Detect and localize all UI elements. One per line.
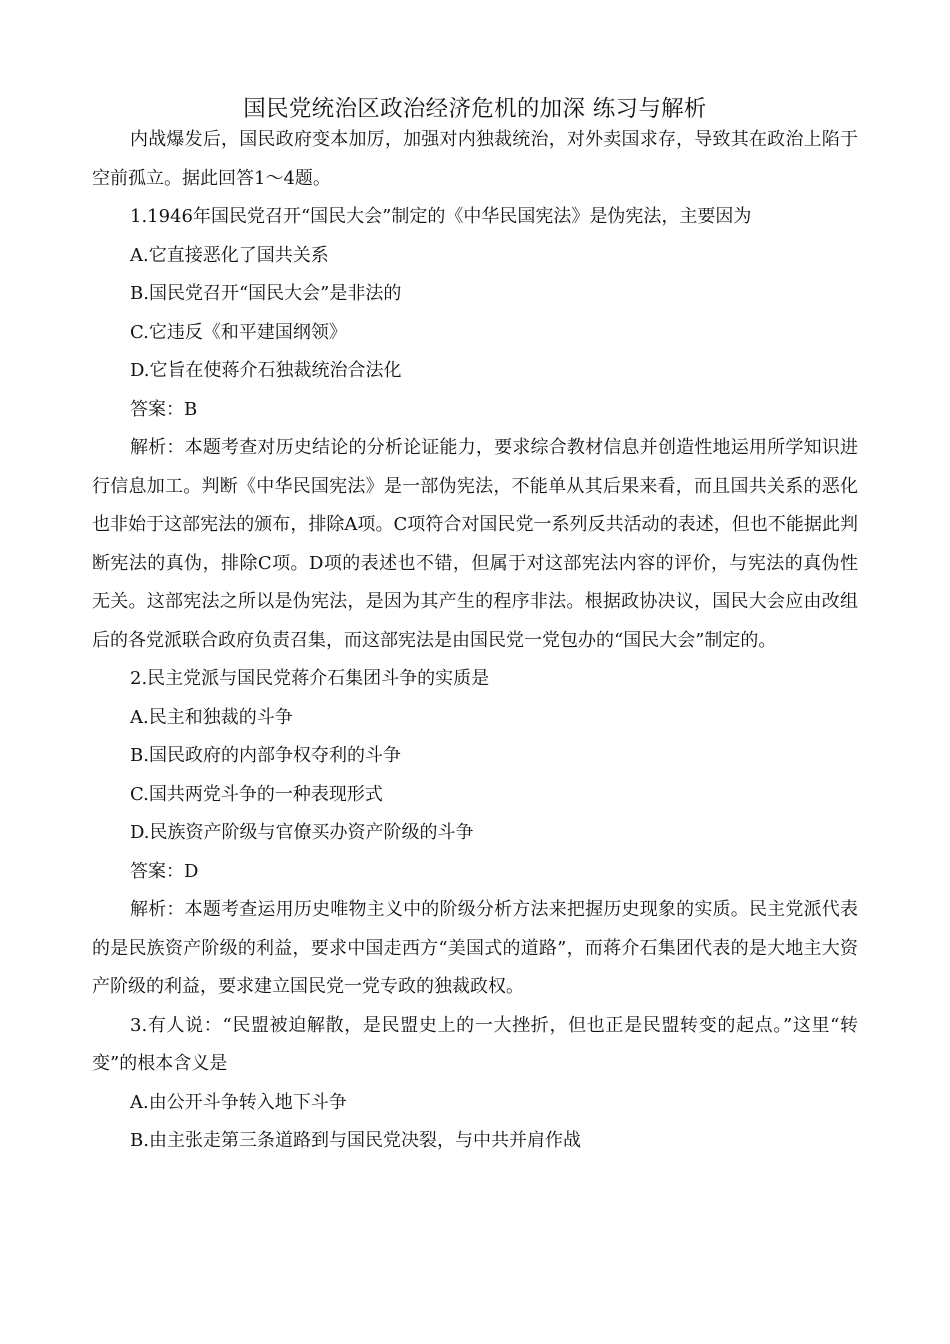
question-2-option-a: A.民主和独裁的斗争	[130, 706, 293, 728]
question-2-stem: 2.民主党派与国民党蒋介石集团斗争的实质是	[130, 668, 490, 689]
question-1-stem: 1.1946年国民党召开“国民大会”制定的《中华民国宪法》是伪宪法，主要因为	[130, 206, 752, 227]
intro-paragraph: 内战爆发后，国民政府变本加厉，加强对内独裁统治，对外卖国求存，导致其在政治上陷于空前孤立。据此回答1～4题。	[92, 129, 858, 189]
document-title: 国民党统治区政治经济危机的加深 练习与解析	[243, 96, 707, 122]
question-2-option-b: B.国民政府的内部争权夺利的斗争	[130, 745, 401, 766]
document-body	[92, 121, 858, 1161]
question-2-option-c: C.国共两党斗争的一种表现形式	[130, 783, 383, 805]
question-1-option-b: B.国民党召开“国民大会”是非法的	[130, 283, 402, 304]
question-1-option-c: C.它违反《和平建国纲领》	[130, 321, 347, 343]
question-3-option-a: A.由公开斗争转入地下斗争	[130, 1091, 347, 1113]
question-1-option-a: A.它直接恶化了国共关系	[130, 244, 329, 266]
question-2-answer: 答案：D	[130, 860, 199, 882]
question-3-option-b: B.由主张走第三条道路到与国民党决裂，与中共并肩作战	[130, 1130, 581, 1151]
question-3-stem: 3.有人说：“民盟被迫解散，是民盟史上的一大挫折，但也正是民盟转变的起点。”这里“转变”的根本含义是	[92, 1014, 858, 1074]
question-2-option-d: D.民族资产阶级与官僚买办资产阶级的斗争	[130, 822, 474, 843]
question-1-option-d: D.它旨在使蒋介石独裁统治合法化	[130, 360, 402, 381]
question-2-analysis: 解析：本题考查运用历史唯物主义中的阶级分析方法来把握历史现象的实质。民主党派代表的是民族资产阶级的利益，要求中国走西方“美国式的道路”，而蒋介石集团代表的是大地主大资产阶级的利益，要求建立国民党一党专政的独裁政权。	[92, 899, 858, 997]
question-1-answer: 答案：B	[130, 398, 198, 420]
question-1-analysis: 解析：本题考查对历史结论的分析论证能力，要求综合教材信息并创造性地运用所学知识进行信息加工。判断《中华民国宪法》是一部伪宪法，不能单从其后果来看，而且国共关系的恶化也非始于这部宪法的颁布，排除A项。C项符合对国民党一系列反共活动的表述，但也不能据此判断宪法的真伪，排除C项。D项的表述也不错，但属于对这部宪法内容的评价，与宪法的真伪性无关。这部宪法之所以是伪宪法，是因为其产生的程序非法。根据政协决议，国民大会应由改组后的各党派联合政府负责召集，而这部宪法是由国民党一党包办的“国民大会”制定的。	[92, 437, 858, 651]
